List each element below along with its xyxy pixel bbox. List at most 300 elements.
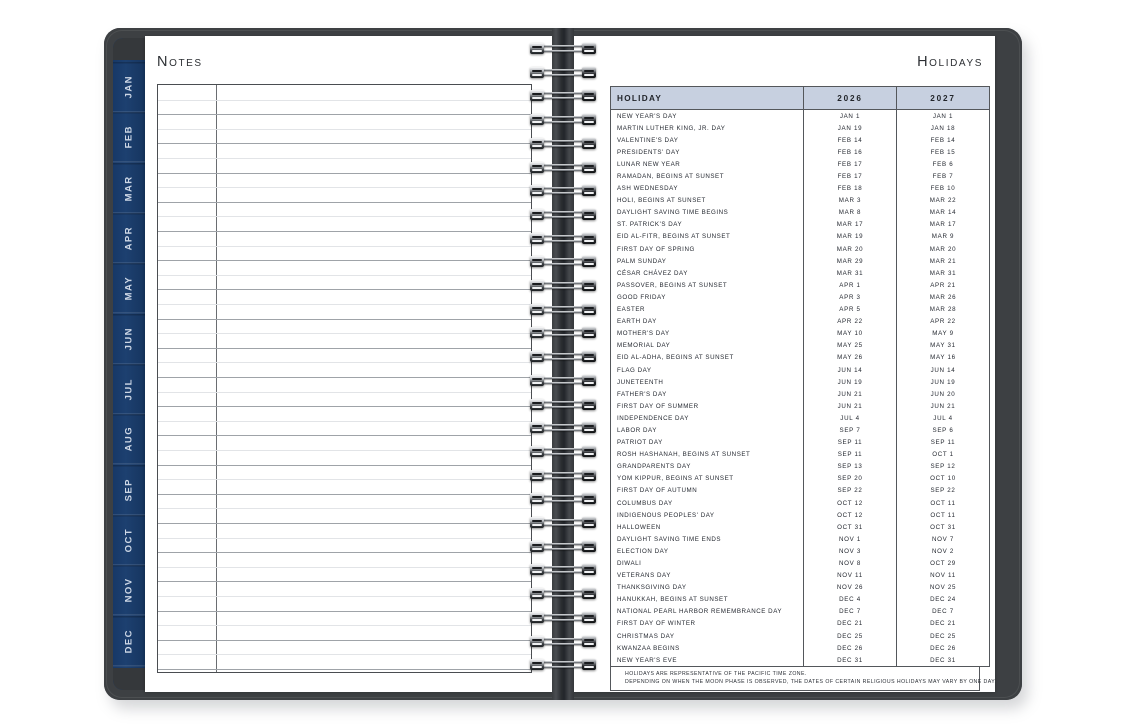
holidays-table-body <box>611 110 990 667</box>
table-row <box>611 110 990 123</box>
coil-cap-left <box>530 493 544 504</box>
notes-rule-line <box>158 669 531 670</box>
holiday-date-2027: DEC 7 <box>897 606 990 618</box>
holiday-date-2026: NOV 1 <box>804 533 897 545</box>
holiday-name: PASSOVER, BEGINS AT SUNSET <box>611 279 804 291</box>
notes-rule-line <box>158 508 531 509</box>
coil-cap-right <box>582 636 596 647</box>
holiday-date-2027: MAR 31 <box>897 267 990 279</box>
notes-rule-line <box>158 173 531 174</box>
notes-rule-line <box>158 611 531 612</box>
holiday-date-2027: OCT 11 <box>897 497 990 509</box>
coil-ring <box>530 398 596 413</box>
holiday-date-2026: SEP 13 <box>804 461 897 473</box>
coil-ring <box>530 611 596 626</box>
notes-rule-line <box>158 494 531 495</box>
notes-rule-line <box>158 158 531 159</box>
month-tab-feb[interactable] <box>113 112 145 162</box>
coil-cap-right <box>582 67 596 78</box>
holiday-name: MEMORIAL DAY <box>611 340 804 352</box>
holiday-name: CHRISTMAS DAY <box>611 630 804 642</box>
month-tab-dec[interactable] <box>113 616 145 666</box>
holiday-date-2026: MAR 29 <box>804 255 897 267</box>
coil-ring <box>530 326 596 341</box>
holiday-date-2026: DEC 21 <box>804 618 897 630</box>
holiday-name: EID AL-FITR, BEGINS AT SUNSET <box>611 231 804 243</box>
holiday-date-2026: JAN 1 <box>804 110 897 123</box>
coil-cap-right <box>582 470 596 481</box>
notes-rule-line <box>158 143 531 144</box>
coil-cap-left <box>530 256 544 267</box>
coil-ring <box>530 635 596 650</box>
notes-rule-line <box>158 538 531 539</box>
table-row <box>611 424 990 436</box>
month-tab-label: OCT <box>123 528 135 553</box>
holiday-date-2027: MAR 22 <box>897 195 990 207</box>
coil-cap-right <box>582 612 596 623</box>
holiday-date-2027: FEB 6 <box>897 158 990 170</box>
month-tab-jul[interactable] <box>113 364 145 414</box>
holiday-name: EASTER <box>611 304 804 316</box>
table-row <box>611 243 990 255</box>
coil-cap-left <box>530 185 544 196</box>
table-row <box>611 340 990 352</box>
notes-rule-line <box>158 392 531 393</box>
coil-cap-right <box>582 327 596 338</box>
coil-ring <box>530 445 596 460</box>
holiday-date-2026: DEC 4 <box>804 594 897 606</box>
holiday-date-2027: MAY 16 <box>897 352 990 364</box>
table-row <box>611 183 990 195</box>
holiday-date-2026: FEB 17 <box>804 170 897 182</box>
month-tab-label: JUN <box>123 327 135 351</box>
coil-cap-right <box>582 493 596 504</box>
coil-cap-right <box>582 256 596 267</box>
coil-cap-left <box>530 446 544 457</box>
table-row <box>611 304 990 316</box>
table-row <box>611 545 990 557</box>
holiday-date-2027: FEB 15 <box>897 146 990 158</box>
coil-cap-right <box>582 43 596 54</box>
holiday-name: NATIONAL PEARL HARBOR REMEMBRANCE DAY <box>611 606 804 618</box>
table-row <box>611 654 990 667</box>
coil-ring <box>530 89 596 104</box>
notes-rule-line <box>158 231 531 232</box>
month-tab-mar[interactable] <box>113 163 145 213</box>
coil-ring <box>530 255 596 270</box>
rail-cap-top <box>113 38 145 60</box>
holiday-date-2027: FEB 10 <box>897 183 990 195</box>
holiday-date-2027: NOV 2 <box>897 545 990 557</box>
coil-cap-right <box>582 564 596 575</box>
coil-cap-right <box>582 446 596 457</box>
notes-rule-line <box>158 552 531 553</box>
holiday-date-2026: SEP 22 <box>804 485 897 497</box>
table-row <box>611 231 990 243</box>
page-title-holidays: Holidays <box>917 54 983 70</box>
coil-cap-left <box>530 517 544 528</box>
coil-cap-right <box>582 541 596 552</box>
holiday-date-2027: JUN 19 <box>897 376 990 388</box>
holiday-name: ROSH HASHANAH, BEGINS AT SUNSET <box>611 449 804 461</box>
notes-rule-line <box>158 362 531 363</box>
coil-cap-left <box>530 138 544 149</box>
holiday-date-2026: JUN 21 <box>804 388 897 400</box>
table-row <box>611 400 990 412</box>
coil-cap-left <box>530 327 544 338</box>
holiday-date-2026: DEC 31 <box>804 654 897 667</box>
coil-cap-left <box>530 612 544 623</box>
coil-ring <box>530 563 596 578</box>
coil-ring <box>530 279 596 294</box>
holiday-date-2027: JUN 20 <box>897 388 990 400</box>
table-row <box>611 594 990 606</box>
table-row <box>611 158 990 170</box>
holiday-date-2027: JUN 21 <box>897 400 990 412</box>
notes-rule-line <box>158 581 531 582</box>
notes-rule-line <box>158 114 531 115</box>
holiday-name: ELECTION DAY <box>611 545 804 557</box>
holiday-date-2027: JUL 4 <box>897 412 990 424</box>
month-tab-label: FEB <box>123 125 135 150</box>
column-header-2027: 2027 <box>897 87 990 110</box>
holiday-date-2026: MAR 17 <box>804 219 897 231</box>
spiral-binding-coil <box>530 42 596 682</box>
coil-cap-left <box>530 588 544 599</box>
holiday-name: HOLI, BEGINS AT SUNSET <box>611 195 804 207</box>
holiday-name: FIRST DAY OF SPRING <box>611 243 804 255</box>
table-row <box>611 364 990 376</box>
holiday-name: RAMADAN, BEGINS AT SUNSET <box>611 170 804 182</box>
holiday-date-2027: JUN 14 <box>897 364 990 376</box>
holiday-date-2027: FEB 7 <box>897 170 990 182</box>
notes-grid[interactable] <box>157 84 532 673</box>
coil-cap-left <box>530 470 544 481</box>
notes-rule-line <box>158 348 531 349</box>
coil-ring <box>530 469 596 484</box>
coil-cap-right <box>582 517 596 528</box>
holiday-date-2026: FEB 16 <box>804 146 897 158</box>
month-tab-jan[interactable] <box>113 62 145 112</box>
holiday-date-2026: FEB 14 <box>804 134 897 146</box>
month-tab-label: JAN <box>123 75 135 99</box>
holiday-date-2027: OCT 31 <box>897 521 990 533</box>
coil-ring <box>530 516 596 531</box>
table-row <box>611 485 990 497</box>
coil-ring <box>530 232 596 247</box>
coil-cap-left <box>530 375 544 386</box>
coil-ring <box>530 184 596 199</box>
coil-cap-right <box>582 233 596 244</box>
holiday-date-2027: MAR 26 <box>897 291 990 303</box>
table-row <box>611 267 990 279</box>
page-title-notes: Notes <box>157 54 203 70</box>
holiday-date-2027: OCT 10 <box>897 473 990 485</box>
footnote-line-1: HOLIDAYS ARE REPRESENTATIVE OF THE PACIFIC TIME ZONE. <box>625 671 807 677</box>
table-row <box>611 316 990 328</box>
holiday-name: FATHER'S DAY <box>611 388 804 400</box>
holiday-date-2026: MAY 26 <box>804 352 897 364</box>
notes-rule-line <box>158 202 531 203</box>
notes-rule-line <box>158 523 531 524</box>
notes-rule-line <box>158 289 531 290</box>
coil-ring <box>530 161 596 176</box>
coil-ring <box>530 113 596 128</box>
column-header-holiday: HOLIDAY <box>611 87 804 110</box>
holiday-date-2026: APR 5 <box>804 304 897 316</box>
table-row <box>611 219 990 231</box>
month-tab-rail <box>113 38 145 690</box>
notes-rule-line <box>158 640 531 641</box>
table-row <box>611 521 990 533</box>
month-tab-aug[interactable] <box>113 414 145 464</box>
notes-rule-line <box>158 465 531 466</box>
holiday-name: FIRST DAY OF AUTUMN <box>611 485 804 497</box>
table-row <box>611 388 990 400</box>
table-row <box>611 146 990 158</box>
notes-rule-line <box>158 377 531 378</box>
coil-cap-left <box>530 209 544 220</box>
coil-cap-left <box>530 162 544 173</box>
holiday-date-2027: MAR 9 <box>897 231 990 243</box>
coil-cap-left <box>530 351 544 362</box>
holidays-table-head <box>611 87 990 110</box>
holiday-date-2027: MAY 31 <box>897 340 990 352</box>
holiday-date-2026: APR 3 <box>804 291 897 303</box>
holiday-name: GOOD FRIDAY <box>611 291 804 303</box>
holiday-date-2026: FEB 17 <box>804 158 897 170</box>
month-tab-nov[interactable] <box>113 565 145 615</box>
table-row <box>611 630 990 642</box>
table-row <box>611 412 990 424</box>
rail-cap-bottom <box>113 668 145 690</box>
holiday-name: LABOR DAY <box>611 424 804 436</box>
coil-cap-left <box>530 659 544 670</box>
notes-rule-line <box>158 246 531 247</box>
notes-rule-line <box>158 479 531 480</box>
notes-rule-line <box>158 654 531 655</box>
holiday-name: VETERANS DAY <box>611 570 804 582</box>
holiday-date-2026: OCT 31 <box>804 521 897 533</box>
holiday-name: NEW YEAR'S DAY <box>611 110 804 123</box>
notes-rule-line <box>158 450 531 451</box>
holiday-name: PATRIOT DAY <box>611 437 804 449</box>
holiday-date-2026: SEP 20 <box>804 473 897 485</box>
holidays-table-footnotes <box>610 667 997 691</box>
holiday-date-2027: JAN 18 <box>897 122 990 134</box>
holiday-date-2026: DEC 25 <box>804 630 897 642</box>
holiday-name: ASH WEDNESDAY <box>611 183 804 195</box>
holiday-date-2026: DEC 26 <box>804 642 897 654</box>
holiday-date-2026: MAR 8 <box>804 207 897 219</box>
notes-page <box>145 36 554 692</box>
holiday-date-2027: JAN 1 <box>897 110 990 123</box>
holiday-date-2027: SEP 22 <box>897 485 990 497</box>
notes-rule-line <box>158 319 531 320</box>
holiday-date-2026: NOV 11 <box>804 570 897 582</box>
coil-ring <box>530 137 596 152</box>
holiday-date-2026: NOV 8 <box>804 557 897 569</box>
month-tab-label: AUG <box>123 426 135 453</box>
holiday-date-2027: NOV 25 <box>897 582 990 594</box>
holiday-date-2026: JUN 19 <box>804 376 897 388</box>
month-tab-label: JUL <box>123 378 135 401</box>
holiday-name: INDIGENOUS PEOPLES' DAY <box>611 509 804 521</box>
table-row <box>611 473 990 485</box>
table-row <box>611 449 990 461</box>
holiday-name: PRESIDENTS' DAY <box>611 146 804 158</box>
coil-ring <box>530 492 596 507</box>
coil-ring <box>530 587 596 602</box>
table-row <box>611 376 990 388</box>
holiday-date-2026: MAY 10 <box>804 328 897 340</box>
holiday-name: ST. PATRICK'S DAY <box>611 219 804 231</box>
holiday-date-2026: JUL 4 <box>804 412 897 424</box>
holiday-date-2026: NOV 3 <box>804 545 897 557</box>
month-tab-label: MAY <box>123 276 135 301</box>
coil-cap-left <box>530 564 544 575</box>
holiday-date-2027: MAR 21 <box>897 255 990 267</box>
table-row <box>611 195 990 207</box>
coil-cap-left <box>530 67 544 78</box>
table-row <box>611 279 990 291</box>
holiday-name: LUNAR NEW YEAR <box>611 158 804 170</box>
holiday-date-2026: SEP 7 <box>804 424 897 436</box>
coil-ring <box>530 42 596 57</box>
holidays-page <box>570 36 995 692</box>
holiday-date-2026: MAR 3 <box>804 195 897 207</box>
holiday-name: EARTH DAY <box>611 316 804 328</box>
holiday-date-2026: NOV 26 <box>804 582 897 594</box>
holiday-name: HALLOWEEN <box>611 521 804 533</box>
notes-rule-line <box>158 625 531 626</box>
table-row <box>611 509 990 521</box>
table-row <box>611 557 990 569</box>
holiday-name: PALM SUNDAY <box>611 255 804 267</box>
holiday-name: VALENTINE'S DAY <box>611 134 804 146</box>
table-row <box>611 461 990 473</box>
holiday-name: HANUKKAH, BEGINS AT SUNSET <box>611 594 804 606</box>
coil-ring <box>530 208 596 223</box>
notes-rule-line <box>158 275 531 276</box>
notes-rule-line <box>158 304 531 305</box>
holiday-date-2026: MAR 19 <box>804 231 897 243</box>
coil-ring <box>530 350 596 365</box>
table-row <box>611 134 990 146</box>
table-row <box>611 582 990 594</box>
holiday-name: NEW YEAR'S EVE <box>611 654 804 667</box>
table-row <box>611 170 990 182</box>
holiday-name: FIRST DAY OF WINTER <box>611 618 804 630</box>
holiday-date-2027: DEC 24 <box>897 594 990 606</box>
coil-cap-left <box>530 636 544 647</box>
holidays-header-row <box>611 87 990 110</box>
coil-cap-left <box>530 541 544 552</box>
holiday-date-2027: MAR 28 <box>897 304 990 316</box>
notes-rule-line <box>158 406 531 407</box>
holiday-date-2027: MAY 9 <box>897 328 990 340</box>
coil-cap-right <box>582 375 596 386</box>
coil-cap-left <box>530 304 544 315</box>
coil-cap-left <box>530 114 544 125</box>
holiday-date-2027: DEC 25 <box>897 630 990 642</box>
month-tab-sep[interactable] <box>113 465 145 515</box>
coil-ring <box>530 658 596 673</box>
holiday-date-2026: FEB 18 <box>804 183 897 195</box>
notes-rule-line <box>158 333 531 334</box>
coil-cap-left <box>530 399 544 410</box>
table-row <box>611 328 990 340</box>
holiday-date-2026: APR 22 <box>804 316 897 328</box>
month-tab-oct[interactable] <box>113 515 145 565</box>
coil-cap-right <box>582 304 596 315</box>
month-tab-label: SEP <box>123 478 135 502</box>
holiday-date-2027: APR 21 <box>897 279 990 291</box>
table-row <box>611 352 990 364</box>
month-tab-label: DEC <box>123 628 135 653</box>
holiday-date-2027: OCT 1 <box>897 449 990 461</box>
month-tab-apr[interactable] <box>113 213 145 263</box>
holiday-name: DAYLIGHT SAVING TIME BEGINS <box>611 207 804 219</box>
holiday-date-2027: MAR 20 <box>897 243 990 255</box>
holiday-date-2027: OCT 29 <box>897 557 990 569</box>
table-row <box>611 642 990 654</box>
coil-ring <box>530 66 596 81</box>
holiday-name: YOM KIPPUR, BEGINS AT SUNSET <box>611 473 804 485</box>
month-tab-jun[interactable] <box>113 314 145 364</box>
coil-ring <box>530 303 596 318</box>
holiday-name: COLUMBUS DAY <box>611 497 804 509</box>
holiday-date-2026: OCT 12 <box>804 509 897 521</box>
notes-rule-line <box>158 129 531 130</box>
coil-ring <box>530 540 596 555</box>
notes-rule-line <box>158 260 531 261</box>
holiday-name: THANKSGIVING DAY <box>611 582 804 594</box>
table-row <box>611 122 990 134</box>
month-tab-may[interactable] <box>113 263 145 313</box>
holiday-name: CÉSAR CHÁVEZ DAY <box>611 267 804 279</box>
coil-cap-left <box>530 233 544 244</box>
notes-rule-line <box>158 435 531 436</box>
coil-ring <box>530 374 596 389</box>
coil-cap-right <box>582 162 596 173</box>
holiday-name: FIRST DAY OF SUMMER <box>611 400 804 412</box>
table-row <box>611 207 990 219</box>
notes-rule-line <box>158 216 531 217</box>
coil-cap-left <box>530 280 544 291</box>
table-row <box>611 255 990 267</box>
holiday-date-2027: DEC 21 <box>897 618 990 630</box>
holiday-date-2027: SEP 12 <box>897 461 990 473</box>
coil-cap-left <box>530 43 544 54</box>
coil-cap-right <box>582 138 596 149</box>
coil-cap-right <box>582 114 596 125</box>
table-row <box>611 570 990 582</box>
holiday-date-2026: JAN 19 <box>804 122 897 134</box>
holiday-date-2026: JUN 14 <box>804 364 897 376</box>
column-header-2026: 2026 <box>804 87 897 110</box>
table-row <box>611 437 990 449</box>
holiday-date-2027: NOV 7 <box>897 533 990 545</box>
coil-cap-right <box>582 185 596 196</box>
notes-rule-line <box>158 596 531 597</box>
coil-ring <box>530 421 596 436</box>
holiday-name: DAYLIGHT SAVING TIME ENDS <box>611 533 804 545</box>
holiday-date-2026: MAR 31 <box>804 267 897 279</box>
coil-cap-right <box>582 280 596 291</box>
coil-cap-left <box>530 422 544 433</box>
coil-cap-right <box>582 90 596 101</box>
